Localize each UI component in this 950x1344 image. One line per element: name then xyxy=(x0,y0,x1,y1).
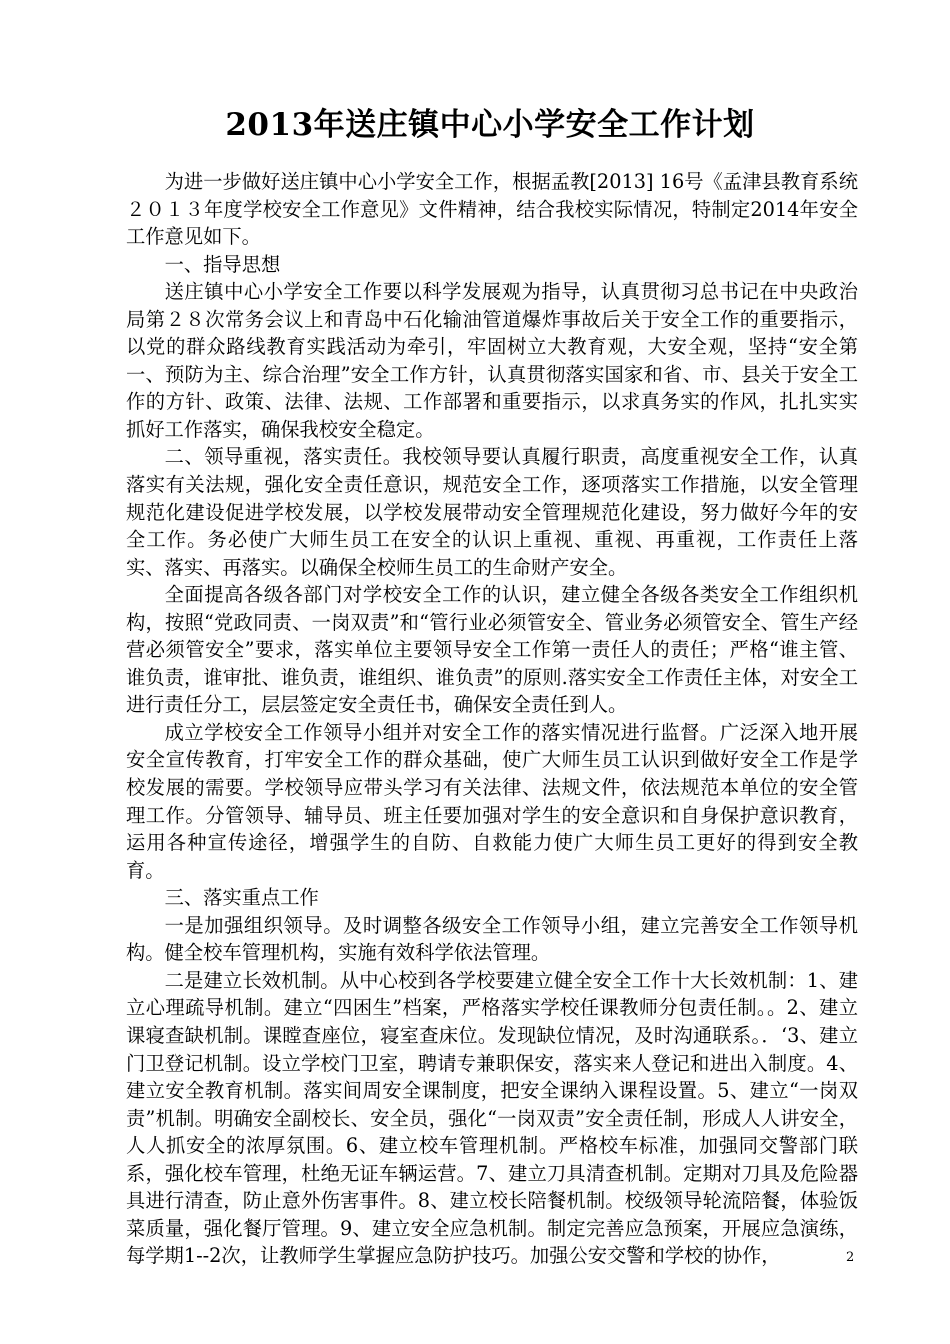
page-number: 2 xyxy=(846,1250,855,1265)
paragraph-leading-group: 成立学校安全工作领导小组并对安全工作的落实情况进行监督。广泛深入地开展安全宣传教育，打牢安全工作的群众基础，使广大师生员工认识到做好安全工作是学校发展的需要。学校领导应带头学习有关法律、法规文件，依法规范本单位的安全管理工作。分管领导、辅导员、班主任要加强对学生的安全意识和自身保护意识教育，运用各种宣传途径，增强学生的自防、自救能力使广大师生员工更好的得到安全教育。 xyxy=(126,720,858,882)
paragraph-organization: 一是加强组织领导。及时调整各级安全工作领导小组，建立完善安全工作领导机构。健全校车管理机构，实施有效科学依法管理。 xyxy=(126,913,858,965)
paragraph-responsibility: 全面提高各级各部门对学校安全工作的认识，建立健全各级各类安全工作组织机构，按照“党政同责、一岗双责”和“管行业必须管安全、管业务必须管安全、管生产经营必须管安全”要求，落实单位主要领导安全工作第一责任人的责任；严格“谁主管、谁负责，谁审批、谁负责，谁组织、谁负责”的原则.落实安全工作责任主体，对安全工进行责任分工，层层签定安全责任书，确保安全责任到人。 xyxy=(126,583,858,717)
paragraph-leadership: 二、领导重视，落实责任。我校领导要认真履行职责，高度重视安全工作，认真落实有关法规，强化安全责任意识，规范安全工作，逐项落实工作措施，以安全管理规范化建设促进学校发展，以学校发展带动安全管理规范化建设，努力做好今年的安全工作。务必使广大师生员工在安全的认识上重视、重视、再重视，工作责任上落实、落实、再落实。以确保全校师生员工的生命财产安全。 xyxy=(126,445,858,579)
paragraph-intro: 为进一步做好送庄镇中心小学安全工作，根据孟教[2013] 16号《孟津县教育系统２０１３年度学校安全工作意见》文件精神，结合我校实际情况，特制定2014年安全工作意见如下。 xyxy=(126,170,858,249)
section-heading-guiding-thought: 一、指导思想 xyxy=(164,252,281,276)
paragraph-mechanisms: 二是建立长效机制。从中心校到各学校要建立健全安全工作十大长效机制：1、建立心理疏导机制。建立“四困生”档案，严格落实学校任课教师分包责任制。。2、建立课寝查缺机制。课瞠查座位，寝室查床位。发现缺位情况，及时沟通联系。．‘3、建立门卫登记机制。设立学校门卫室，聘请专兼职保安，落实来人登记和进出入制度。4、建立安全教育机制。落实间周安全课制度，把安全课纳入课程设置。5、建立“一岗双责”机制。明确安全副校长、安全员，强化“一岗双责”安全责任制，形成人人讲安全，人人抓安全的浓厚氛围。6、建立校车管理机制。严格校车标准，加强同交警部门联系，强化校车管理，杜绝无证车辆运营。7、建立刀具清查机制。定期对刀具及危险器具进行清查，防止意外伤害事件。8、建立校长陪餐机制。校级领导轮流陪餐，体验饭菜质量，强化餐厅管理。9、建立安全应急机制。制定完善应急预案，开展应急演练，每学期1--2次，让教师学生掌握应急防护技巧。加强公安交警和学校的协作， xyxy=(126,968,858,1268)
document-body xyxy=(126,168,858,1270)
paragraph-guiding-thought: 送庄镇中心小学安全工作要以科学发展观为指导，认真贯彻习总书记在中央政治局第２８次常务会议上和青岛中石化输油管道爆炸事故后关于安全工作的重要指示，以党的群众路线教育实践活动为牵引，牢固树立大教育观，大安全观，坚持“安全第一、预防为主、综合治理”安全工作方针，认真贯彻落实国家和省、市、县关于安全工作的方针、政策、法律、法规、工作部署和重要指示，以求真务实的作风，扎扎实实抓好工作落实，确保我校安全稳定。 xyxy=(126,280,858,441)
section-heading-key-work: 三、落实重点工作 xyxy=(164,886,319,910)
document-title: 2013年送庄镇中心小学安全工作计划 xyxy=(225,107,755,143)
